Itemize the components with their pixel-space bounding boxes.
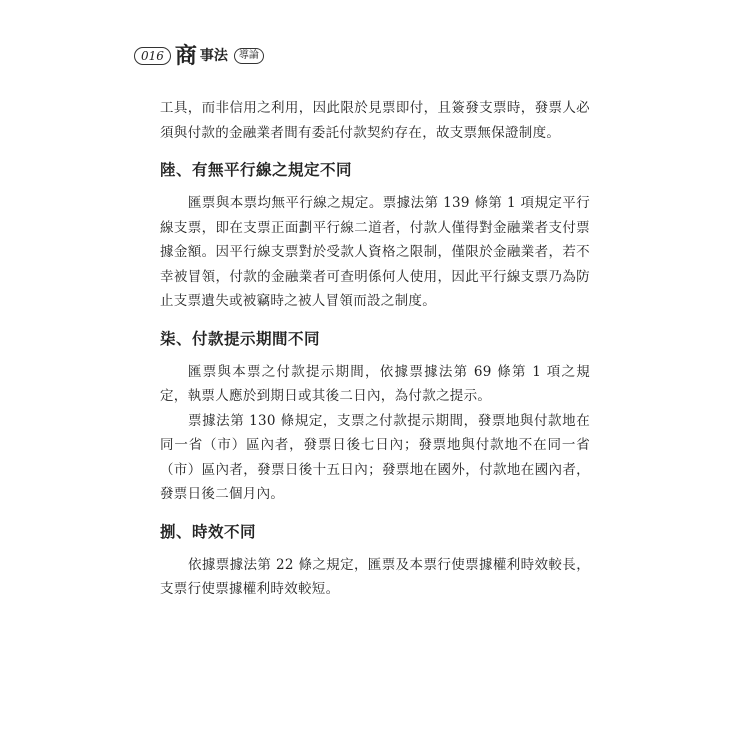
- book-title: 事法: [199, 48, 228, 64]
- section-heading-8: 捌、時效不同: [160, 522, 257, 541]
- section-8-paragraph-1: 依據票據法第 22 條之規定，匯票及本票行使票據權利時效較長，支票行使票據權利時效較短。: [160, 556, 590, 597]
- book-logo: 商: [174, 43, 196, 69]
- section-7-paragraph-1: 匯票與本票之付款提示期間，依據票據法第 69 條第 1 項之規定，執票人應於到期日或其後二日內，為付款之提示。: [160, 363, 590, 404]
- running-header: [134, 44, 264, 68]
- section-heading-6: 陸、有無平行線之規定不同: [160, 161, 353, 179]
- page-body: [160, 96, 590, 602]
- section-heading-7: 柒、付款提示期間不同: [160, 329, 321, 348]
- section-6-paragraph-1: 匯票與本票均無平行線之規定。票據法第 139 條第 1 項規定平行線支票，即在支票正面劃平行線二道者，付款人僅得對金融業者支付票據金額。因平行線支票對於受款人資格之限制，僅限於金融業者，若不幸被冒領，付款的金融業者可查明係何人使用，因此平行線支票乃為防止支票遺失或被竊時之被人冒領而設之制度。: [160, 195, 590, 309]
- section-7-paragraph-2: 票據法第 130 條規定，支票之付款提示期間，發票地與付款地在同一省（市）區內者，發票日後七日內；發票地與付款地不在同一省（市）區內者，發票日後十五日內；發票地在國外，付款地在國內者，發票日後二個月內。: [160, 412, 590, 502]
- page-number: 016: [134, 47, 171, 65]
- book-subtitle-badge: 導論: [234, 48, 264, 64]
- intro-paragraph: 工具，而非信用之利用，因此限於見票即付，且簽發支票時，發票人必須與付款的金融業者間有委託付款契約存在，故支票無保證制度。: [160, 100, 590, 141]
